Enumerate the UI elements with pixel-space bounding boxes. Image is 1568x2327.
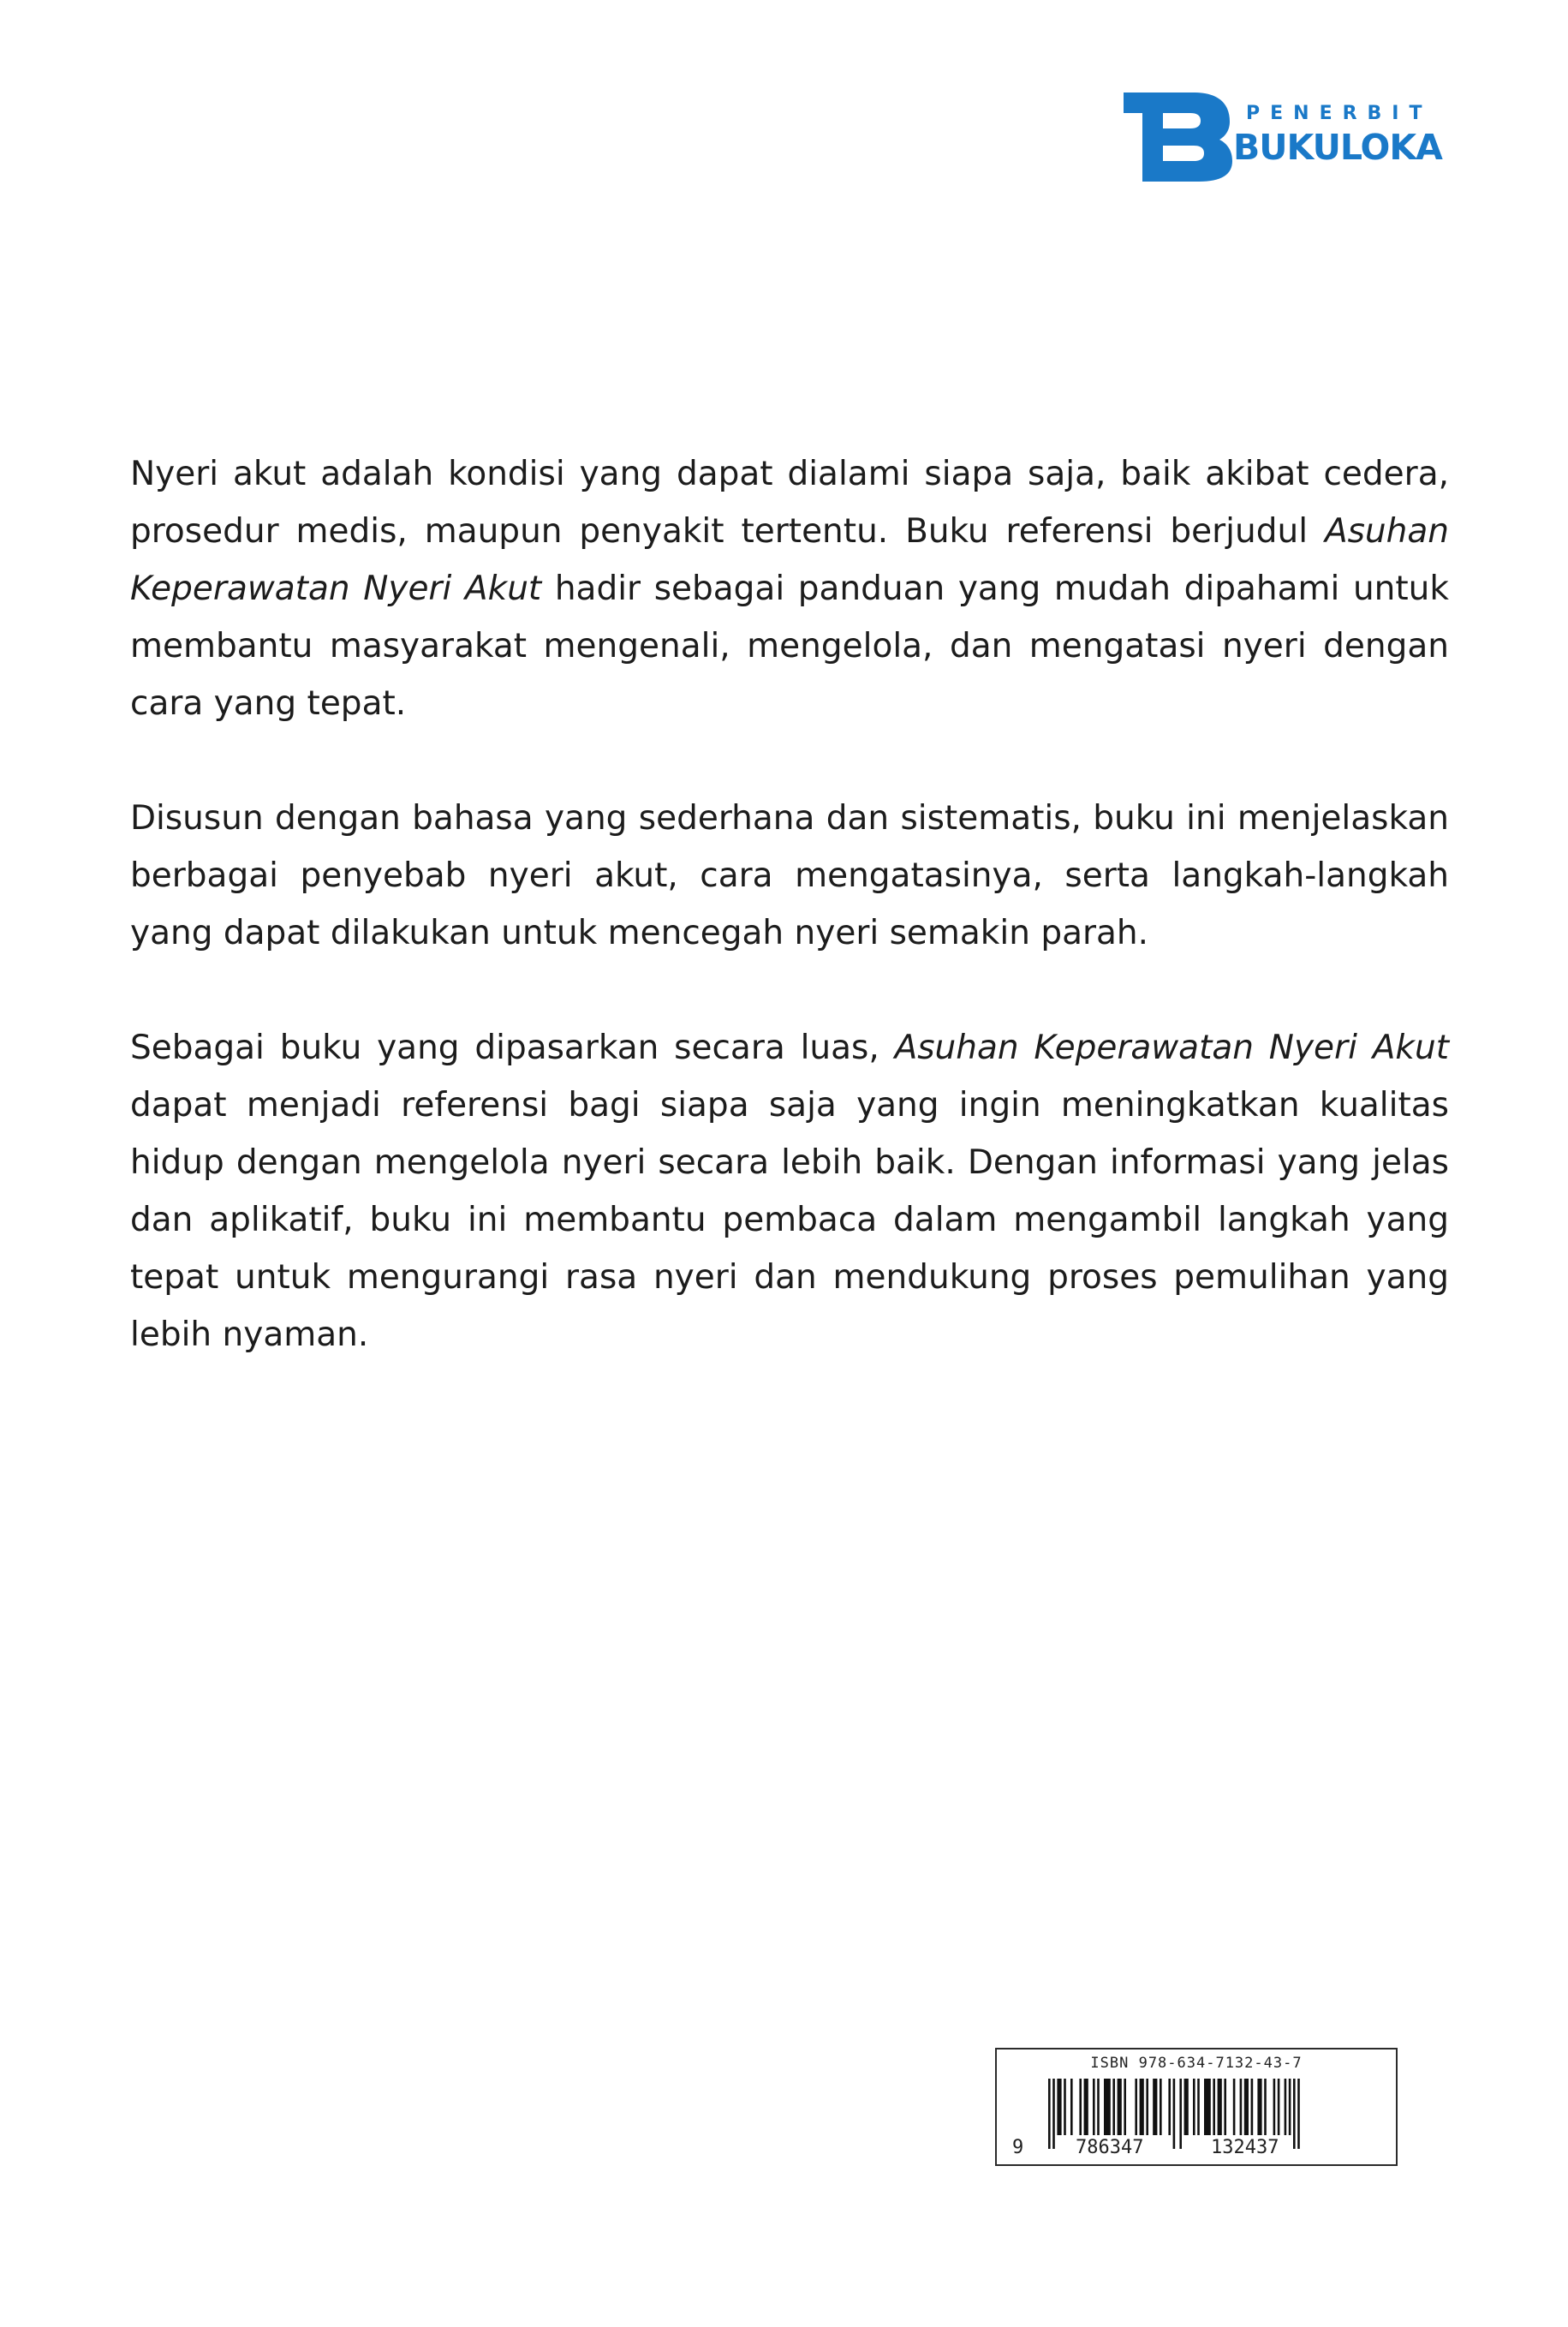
blurb — [130, 445, 1449, 1421]
book-title: Asuhan Keperawatan Nyeri Akut — [130, 512, 1449, 608]
blurb-paragraph-2 — [130, 790, 1449, 962]
logo-publisher-line: PENERBIT — [1246, 103, 1433, 124]
paragraph-text: Disusun dengan bahasa yang sederhana dan sistematis, buku ini menjelaskan berbagai penyebab nyeri akut, cara mengatasinya, serta langkah-langkah yang dapat dilakukan untuk mencegah nyeri semakin parah. — [130, 799, 1449, 952]
paragraph-text: Nyeri akut adalah kondisi yang dapat dialami siapa saja, baik akibat cedera, prosedur medis, maupun penyakit tertentu. Buku referensi berjudul — [130, 455, 1449, 551]
paragraph-text: dapat menjadi referensi bagi siapa saja yang ingin meningkatkan kualitas hidup dengan mengelola nyeri secara lebih baik. Dengan informasi yang jelas dan aplikatif, buku ini membantu pembaca dalam mengambil langkah yang tepat untuk mengurangi rasa nyeri dan mendukung proses pemulihan yang lebih nyaman. — [130, 1086, 1449, 1354]
logo-publisher-name: BUKULOKA — [1233, 127, 1442, 168]
barcode-first-digit: 9 — [1012, 2137, 1024, 2158]
barcode-right-digits: 132437 — [1211, 2137, 1279, 2158]
isbn-barcode — [995, 2048, 1398, 2166]
blurb-paragraph-1 — [130, 445, 1449, 732]
book-title: Asuhan Keperawatan Nyeri Akut — [894, 1029, 1450, 1067]
paragraph-text: hadir sebagai panduan yang mudah dipahami untuk membantu masyarakat mengenali, mengelola, dan mengatasi nyeri dengan cara yang tepat. — [130, 570, 1449, 723]
barcode-left-digits: 786347 — [1076, 2137, 1144, 2158]
blurb-paragraph-3 — [130, 1019, 1449, 1363]
bukuloka-b-logo-icon — [1124, 92, 1235, 182]
paragraph-text: Sebagai buku yang dipasarkan secara luas, — [130, 1029, 895, 1067]
isbn-label: ISBN 978-634-7132-43-7 — [1090, 2055, 1303, 2072]
publisher-logo — [1124, 92, 1449, 182]
